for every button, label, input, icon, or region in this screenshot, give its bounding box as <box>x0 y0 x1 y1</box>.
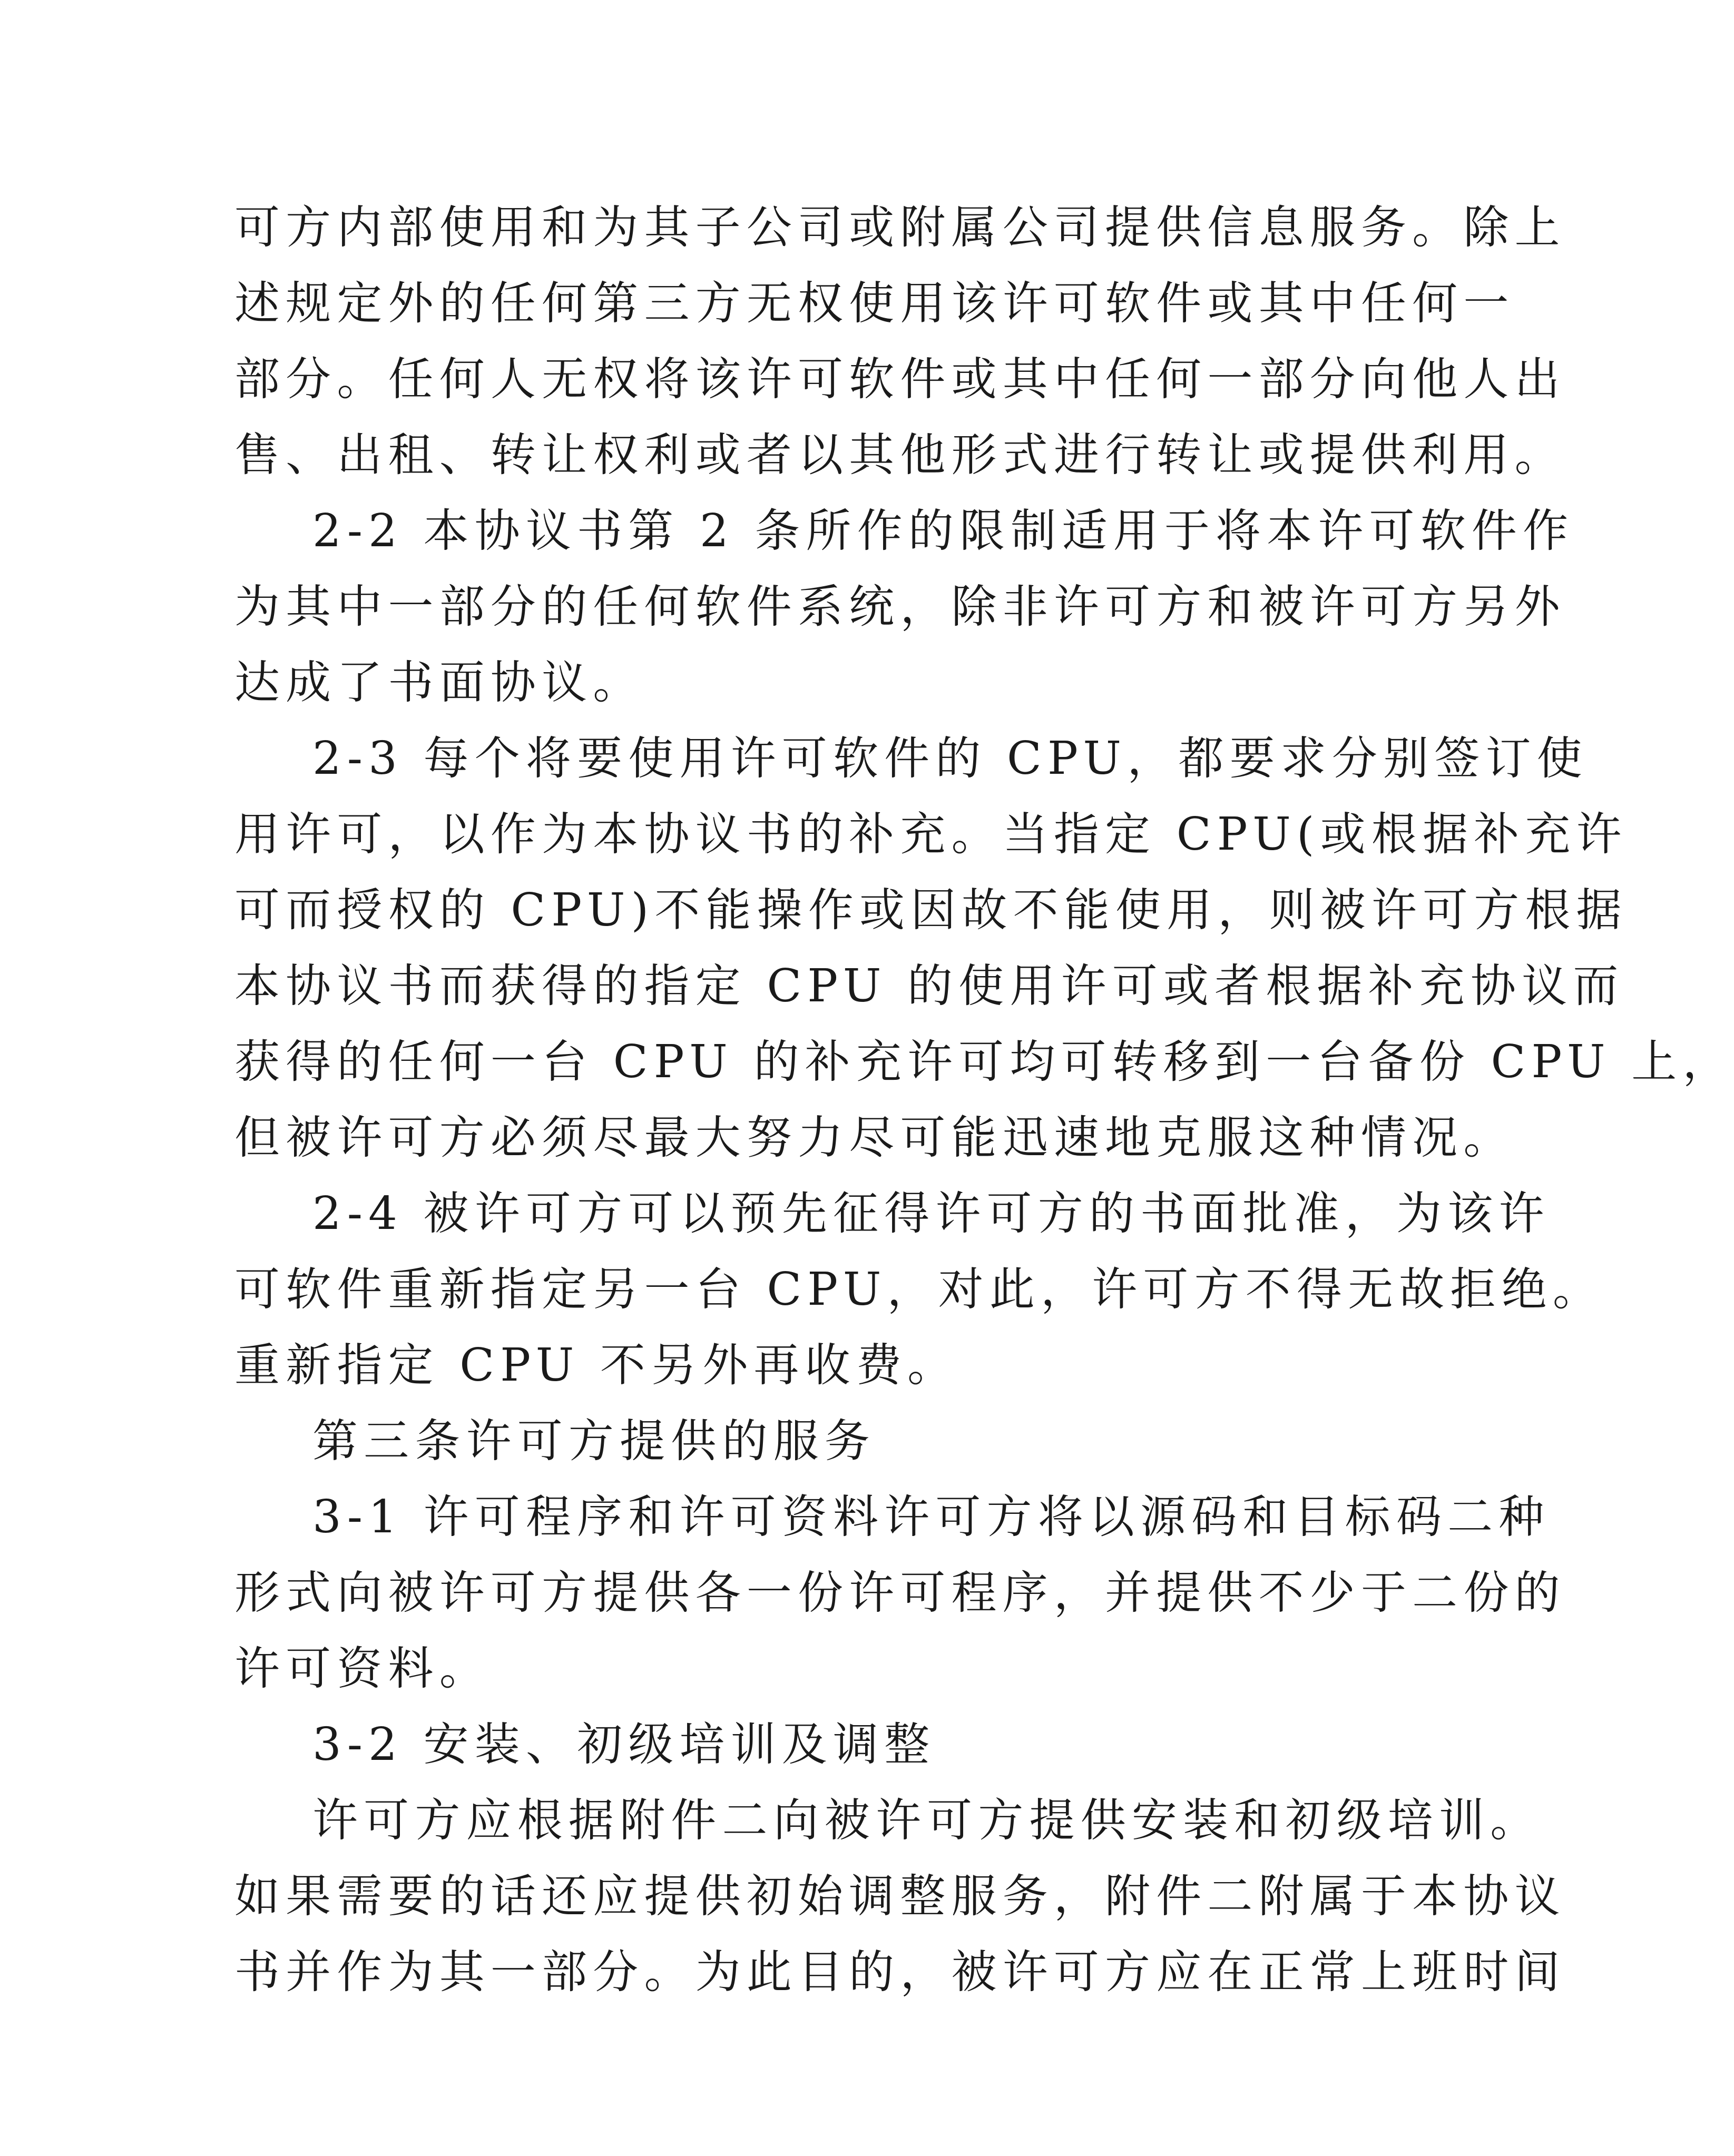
text-line: 可方内部使用和为其子公司或附属公司提供信息服务。除上 <box>234 201 1566 254</box>
text-line: 如果需要的话还应提供初始调整服务，附件二附属于本协议 <box>234 1870 1566 1923</box>
text-line: 许可资料。 <box>234 1642 491 1695</box>
text-line: 形式向被许可方提供各一份许可程序，并提供不少于二份的 <box>234 1567 1566 1619</box>
text-line: 获得的任何一台 CPU 的补充许可均可转移到一台备份 CPU 上， <box>234 1036 1734 1088</box>
subsection-heading: 3-2 安装、初级培训及调整 <box>312 1718 936 1771</box>
text-line: 3-1 许可程序和许可资料许可方将以源码和目标码二种 <box>312 1491 1550 1543</box>
text-line: 2-3 每个将要使用许可软件的 CPU，都要求分别签订使 <box>312 732 1588 785</box>
text-line: 用许可，以作为本协议书的补充。当指定 CPU(或根据补充许 <box>234 808 1628 861</box>
section-heading: 第三条许可方提供的服务 <box>312 1415 876 1468</box>
text-line: 部分。任何人无权将该许可软件或其中任何一部分向他人出 <box>234 353 1566 406</box>
text-line: 书并作为其一部分。为此目的，被许可方应在正常上班时间 <box>234 1946 1566 1999</box>
text-line: 可而授权的 CPU)不能操作或因故不能使用，则被许可方根据 <box>234 884 1628 937</box>
text-line: 重新指定 CPU 不另外再收费。 <box>234 1339 959 1392</box>
text-line: 但被许可方必须尽最大努力尽可能迅速地克服这种情况。 <box>234 1111 1515 1164</box>
text-line: 可软件重新指定另一台 CPU，对此，许可方不得无故拒绝。 <box>234 1263 1604 1316</box>
text-line: 述规定外的任何第三方无权使用该许可软件或其中任何一 <box>234 277 1515 330</box>
body-text <box>234 190 1734 2010</box>
text-line: 售、出租、转让权利或者以其他形式进行转让或提供利用。 <box>234 429 1566 481</box>
text-line: 达成了书面协议。 <box>234 656 644 709</box>
text-line: 2-2 本协议书第 2 条所作的限制适用于将本许可软件作 <box>312 505 1574 557</box>
text-line: 为其中一部分的任何软件系统，除非许可方和被许可方另外 <box>234 580 1566 633</box>
text-line: 许可方应根据附件二向被许可方提供安装和初级培训。 <box>312 1794 1542 1847</box>
text-line: 本协议书而获得的指定 CPU 的使用许可或者根据补充协议而 <box>234 960 1624 1012</box>
text-line: 2-4 被许可方可以预先征得许可方的书面批准，为该许 <box>312 1187 1550 1240</box>
